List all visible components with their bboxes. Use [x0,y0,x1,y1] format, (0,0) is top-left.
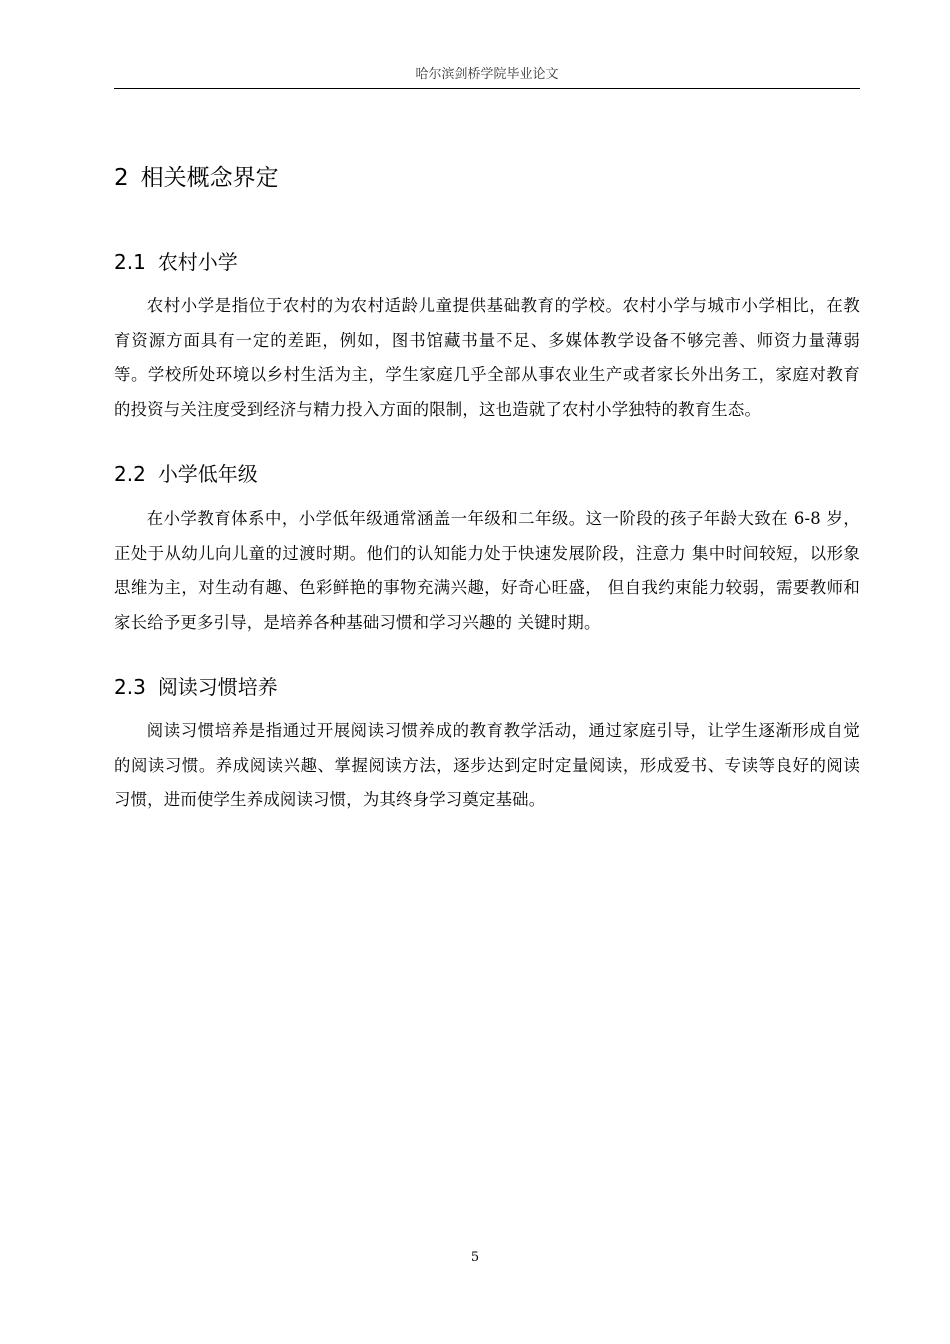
page-number: 5 [470,1250,480,1265]
page-header: 哈尔滨剑桥学院毕业论文 [415,67,559,82]
section-number: 2.3 [114,675,146,699]
section-paragraph-2-2: 在小学教育体系中，小学低年级通常涵盖一年级和二年级。这一阶段的孩子年龄大致在 6-8 岁，正处于从幼儿向儿童的过渡时期。他们的认知能力处于快速发展阶段，注意力 集中时间较短，以形象思维为主，对生动有趣、色彩鲜艳的事物充满兴趣，好奇心旺盛， 但自我约束能力较弱，需要教师和家长给予更多引导，是培养各种基础习惯和学习兴趣的 关键时期。 [114,509,860,632]
section-number: 2.2 [114,462,146,486]
section-paragraph-2-3: 阅读习惯培养是指通过开展阅读习惯养成的教育教学活动，通过家庭引导，让学生逐渐形成自觉的阅读习惯。养成阅读兴趣、掌握阅读方法，逐步达到定时定量阅读，形成爱书、专读等良好的阅读习惯，进而使学生养成阅读习惯，为其终身学习奠定基础。 [114,721,860,809]
section-heading-2-3 [114,673,278,701]
section-heading-2-1 [114,248,238,276]
section-title-text: 小学低年级 [157,462,258,486]
chapter-number: 2 [114,165,129,191]
chapter-title [114,162,279,194]
header-rule [114,88,860,89]
section-heading-2-2 [114,460,258,488]
chapter-title-text: 相关概念界定 [140,165,279,191]
section-paragraph-2-1: 农村小学是指位于农村的为农村适龄儿童提供基础教育的学校。农村小学与城市小学相比，在教育资源方面具有一定的差距，例如，图书馆藏书量不足、多媒体教学设备不够完善、师资力量薄弱等。学校所处环境以乡村生活为主，学生家庭几乎全部从事农业生产或者家长外出务工，家庭对教育的投资与关注度受到经济与精力投入方面的限制，这也造就了农村小学独特的教育生态。 [114,296,860,419]
section-number: 2.1 [114,250,146,274]
section-title-text: 阅读习惯培养 [157,675,278,699]
section-title-text: 农村小学 [157,250,238,274]
